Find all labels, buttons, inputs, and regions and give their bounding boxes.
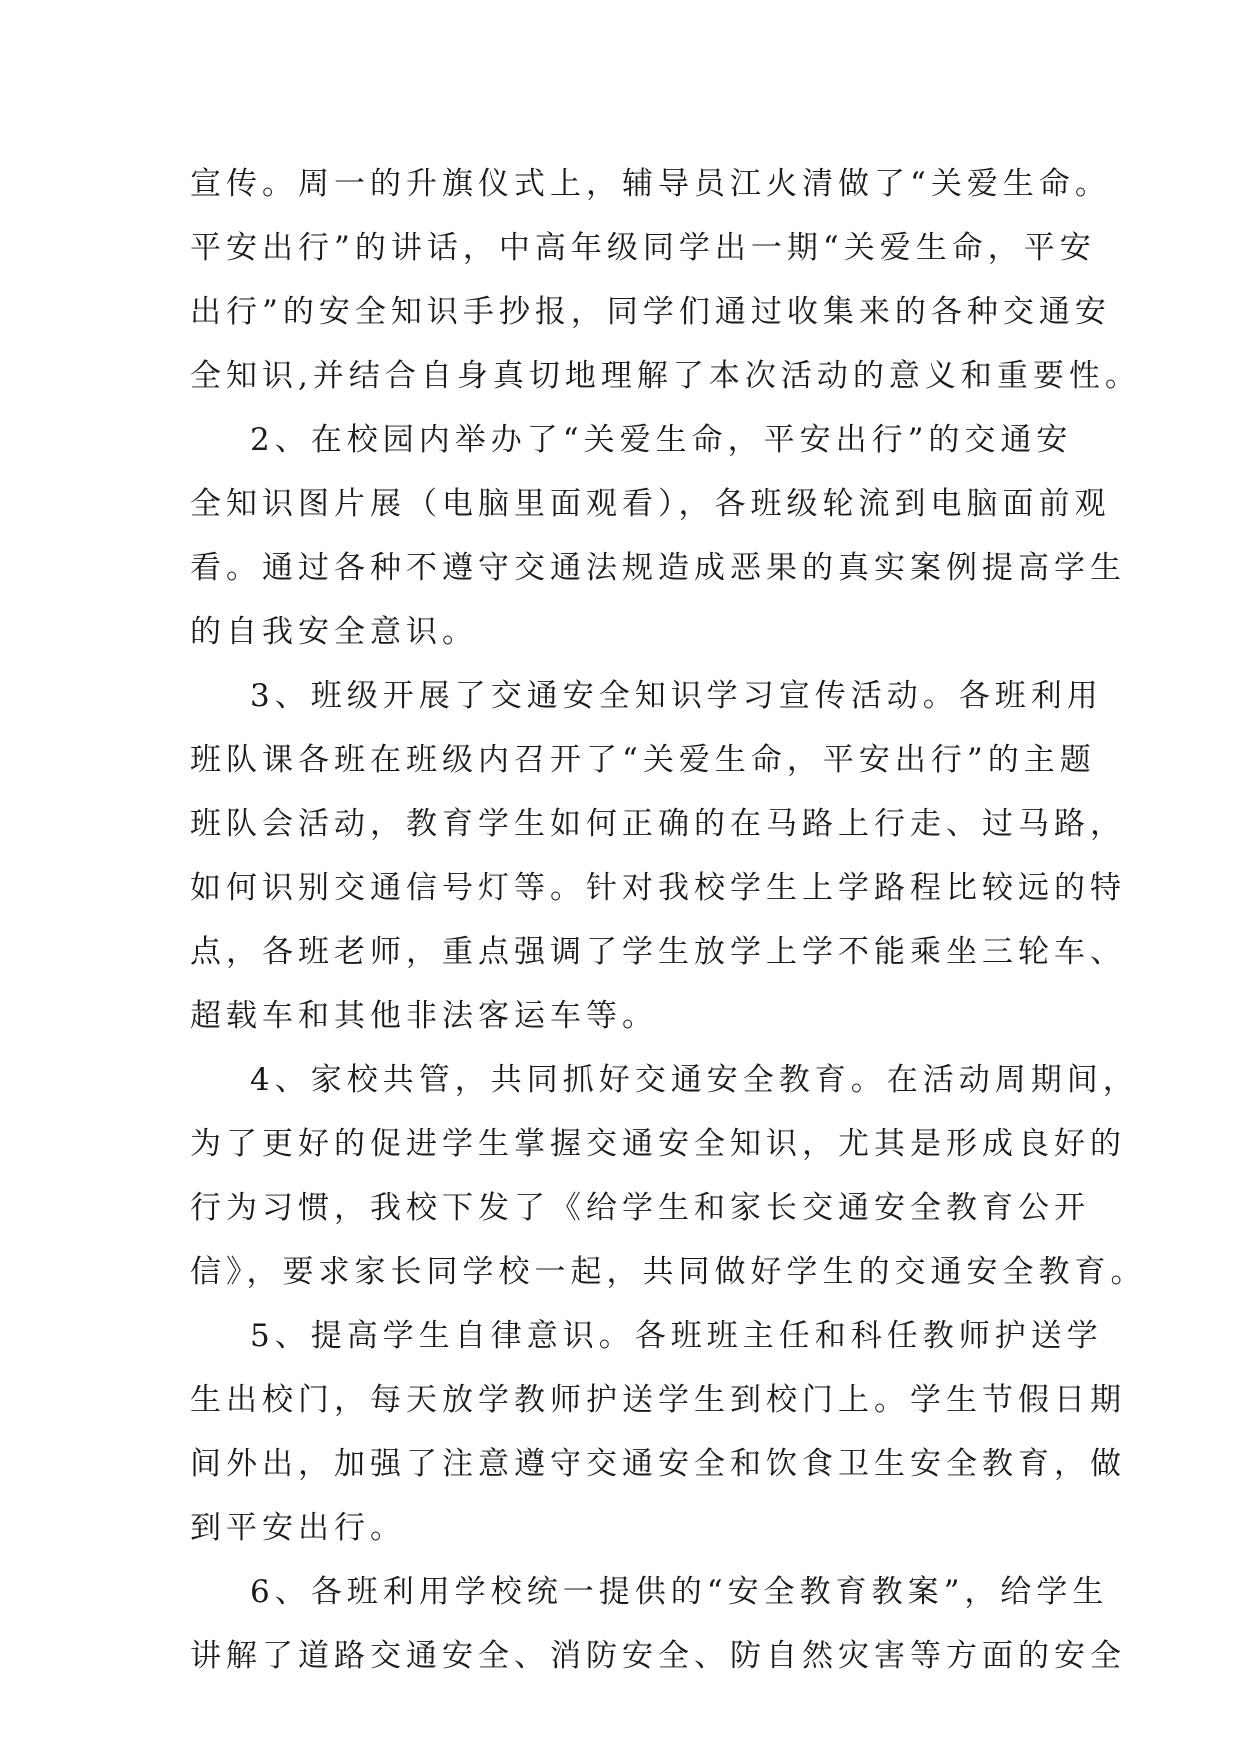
paragraph-start-line: 6、各班利用学校统一提供的“安全教育教案”，给学生 (250, 1574, 1109, 1610)
text-line: 平安出行”的讲话，中高年级同学出一期“关爱生命，平安 (190, 230, 1096, 266)
text-line: 点，各班老师，重点强调了学生放学上学不能乘坐三轮车、 (190, 934, 1126, 970)
document-page (190, 152, 1147, 1688)
text-line: 间外出，加强了注意遵守交通安全和饮食卫生安全教育，做 (190, 1446, 1126, 1482)
text-line: 看。通过各种不遵守交通法规造成恶果的真实案例提高学生 (190, 550, 1126, 586)
text-line: 如何识别交通信号灯等。针对我校学生上学路程比较远的特 (190, 870, 1126, 906)
paragraph-start-line: 2、在校园内举办了“关爱生命，平安出行”的交通安 (250, 422, 1073, 458)
text-line: 信》，要求家长同学校一起，共同做好学生的交通安全教育。 (190, 1254, 1147, 1290)
text-line: 到平安出行。 (190, 1510, 406, 1546)
text-line: 为了更好的促进学生掌握交通安全知识，尤其是形成良好的 (190, 1126, 1126, 1162)
text-line: 全知识图片展（电脑里面观看），各班级轮流到电脑面前观 (190, 486, 1111, 522)
paragraph-start-line: 4、家校共管，共同抓好交通安全教育。在活动周期间， (250, 1062, 1139, 1098)
text-line: 宣传。周一的升旗仪式上，辅导员江火清做了“关爱生命。 (190, 166, 1111, 202)
text-line: 班队课各班在班级内召开了“关爱生命，平安出行”的主题 (190, 742, 1096, 778)
paragraph-start-line: 5、提高学生自律意识。各班班主任和科任教师护送学 (250, 1318, 1103, 1354)
text-line: 出行”的安全知识手抄报，同学们通过收集来的各种交通安 (190, 294, 1111, 330)
text-line: 班队会活动，教育学生如何正确的在马路上行走、过马路， (190, 806, 1126, 842)
text-line: 的自我安全意识。 (190, 614, 478, 650)
text-line: 行为习惯，我校下发了《给学生和家长交通安全教育公开 (190, 1190, 1090, 1226)
text-line: 生出校门，每天放学教师护送学生到校门上。学生节假日期 (190, 1382, 1126, 1418)
text-line: 超载车和其他非法客运车等。 (190, 998, 658, 1034)
text-line: 讲解了道路交通安全、消防安全、防自然灾害等方面的安全 (190, 1638, 1126, 1674)
text-line: 全知识,并结合自身真切地理解了本次活动的意义和重要性。 (190, 358, 1141, 394)
paragraph-start-line: 3、班级开展了交通安全知识学习宣传活动。各班利用 (250, 678, 1103, 714)
